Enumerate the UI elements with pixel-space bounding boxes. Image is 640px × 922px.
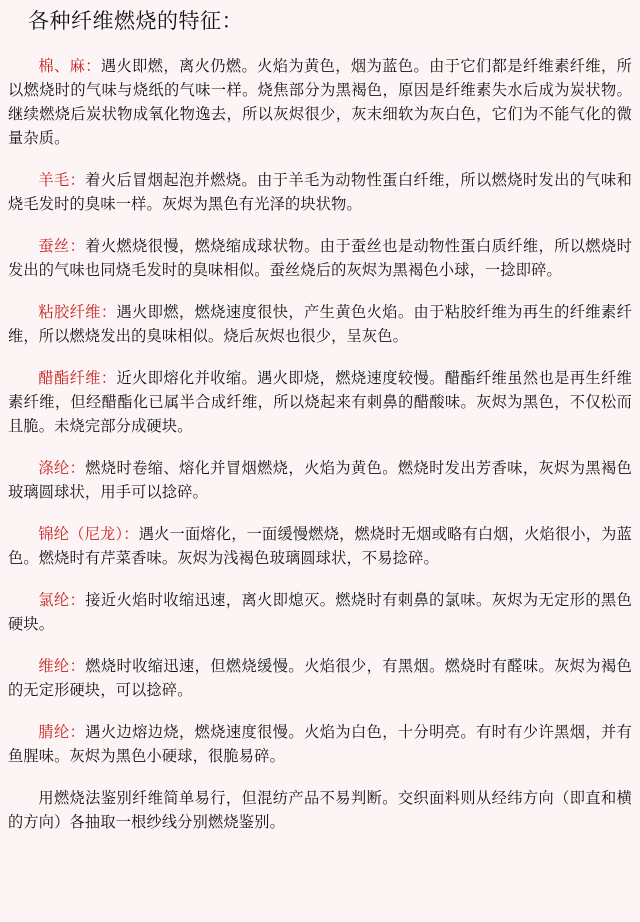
fiber-term: 涤纶： — [38, 459, 86, 477]
fiber-description: 接近火焰时收缩迅速，离火即熄灭。燃烧时有刺鼻的氯味。灰烬为无定形的黑色硬块。 — [8, 591, 632, 633]
fiber-section-polyester — [8, 456, 632, 504]
fiber-term: 锦纶（尼龙）： — [38, 525, 139, 543]
fiber-term: 蚕丝： — [38, 237, 86, 255]
fiber-term: 维纶： — [38, 657, 86, 675]
fiber-section-nylon — [8, 522, 632, 570]
fiber-description: 遇火一面熔化，一面缓慢燃烧，燃烧时无烟或略有白烟，火焰很小，为蓝色。燃烧时有芹菜香味。灰烬为浅褐色玻璃圆球状，不易捻碎。 — [8, 525, 632, 567]
fiber-description: 燃烧时卷缩、熔化并冒烟燃烧，火焰为黄色。燃烧时发出芳香味，灰烬为黑褐色玻璃圆球状，用手可以捻碎。 — [8, 459, 632, 501]
fiber-section-vinylon — [8, 654, 632, 702]
fiber-description: 燃烧时收缩迅速，但燃烧缓慢。火焰很少，有黑烟。燃烧时有醛味。灰烬为褐色的无定形硬块，可以捻碎。 — [8, 657, 632, 699]
fiber-section-pvc — [8, 588, 632, 636]
fiber-term: 棉、麻： — [38, 57, 101, 75]
fiber-description: 遇火边熔边烧，燃烧速度很慢。火焰为白色，十分明亮。有时有少许黑烟，并有鱼腥味。灰烬为黑色小硬球，很脆易碎。 — [8, 723, 632, 765]
fiber-section-acrylic — [8, 720, 632, 768]
fiber-description: 着火后冒烟起泡并燃烧。由于羊毛为动物性蛋白纤维，所以燃烧时发出的气味和烧毛发时的臭味一样。灰烬为黑色有光泽的块状物。 — [8, 171, 632, 213]
fiber-section-cotton-linen — [8, 54, 632, 150]
fiber-term: 氯纶： — [38, 591, 86, 609]
page-title: 各种纤维燃烧的特征： — [28, 9, 243, 33]
fiber-term: 粘胶纤维： — [38, 303, 117, 321]
fiber-description: 遇火即燃，离火仍燃。火焰为黄色，烟为蓝色。由于它们都是纤维素纤维，所以燃烧时的气味与烧纸的气味一样。烧焦部分为黑褐色，原因是纤维素失水后成为炭状物。继续燃烧后炭状物成氧化物逸去，所以灰烬很少，灰末细软为灰白色，它们为不能气化的微量杂质。 — [8, 57, 632, 147]
fiber-description: 遇火即燃，燃烧速度很快，产生黄色火焰。由于粘胶纤维为再生的纤维素纤维，所以燃烧发出的臭味相似。烧后灰烬也很少，呈灰色。 — [8, 303, 632, 345]
fiber-section-silk — [8, 234, 632, 282]
fiber-description: 着火燃烧很慢，燃烧缩成球状物。由于蚕丝也是动物性蛋白质纤维，所以燃烧时发出的气味也同烧毛发时的臭味相似。蚕丝烧后的灰烬为黑褐色小球，一捻即碎。 — [8, 237, 632, 279]
fiber-term: 腈纶： — [38, 723, 86, 741]
fiber-description: 近火即熔化并收缩。遇火即烧，燃烧速度较慢。醋酯纤维虽然也是再生纤维素纤维，但经醋酯化已属半合成纤维，所以烧起来有刺鼻的醋酸味。灰烬为黑色，不仅松而且脆。未烧完部分成硬块。 — [8, 369, 632, 435]
fiber-section-wool — [8, 168, 632, 216]
fiber-section-acetate — [8, 366, 632, 438]
fiber-section-viscose — [8, 300, 632, 348]
fiber-term: 羊毛： — [38, 171, 86, 189]
closing-paragraph: 用燃烧法鉴别纤维简单易行，但混纺产品不易判断。交织面料则从经纬方向（即直和横的方向）各抽取一根纱线分别燃烧鉴别。 — [8, 789, 632, 831]
fiber-term: 醋酯纤维： — [38, 369, 117, 387]
